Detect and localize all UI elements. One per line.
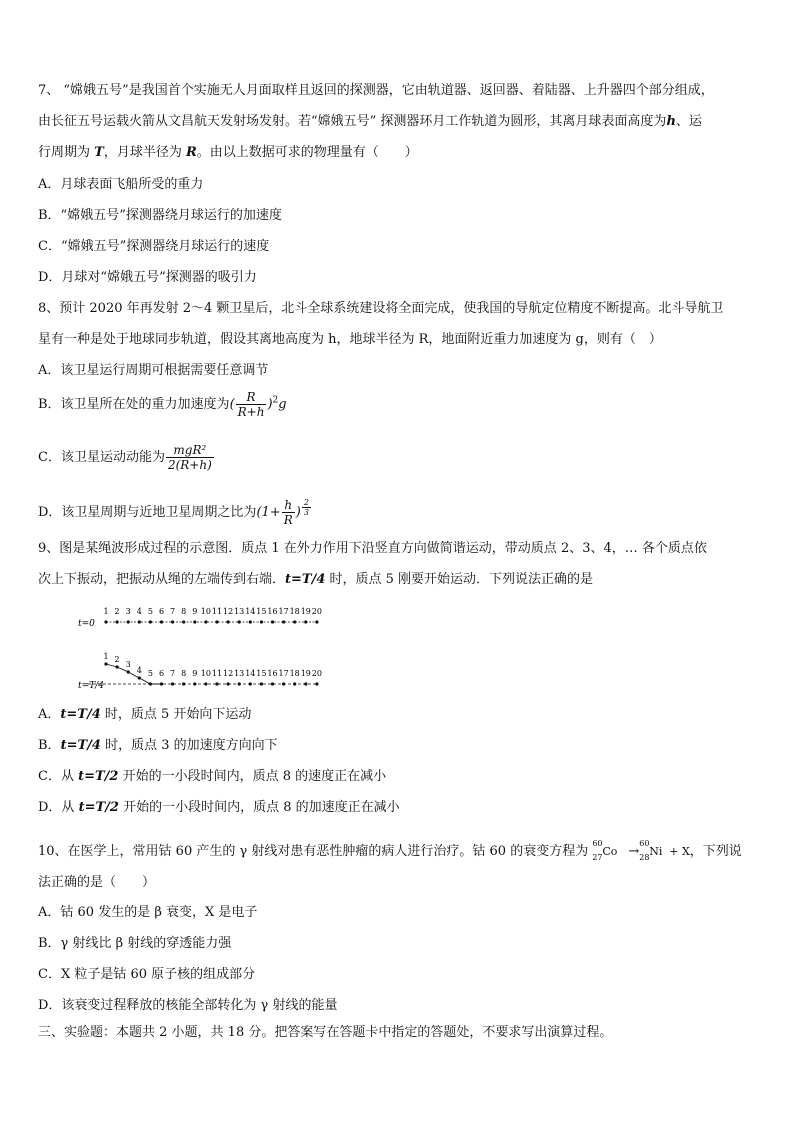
- rope-point: [227, 682, 230, 685]
- rope-point-label: 9: [192, 669, 198, 678]
- rope-point-label: 13: [234, 607, 245, 616]
- q8-option-a[interactable]: A．该卫星运行周期可根据需要任意调节: [38, 363, 269, 378]
- q9-option-a[interactable]: A．t=T/4 时，质点 5 开始向下运动: [38, 707, 252, 722]
- rope-point: [149, 620, 152, 623]
- rope-point: [171, 620, 174, 623]
- q8-option-c[interactable]: [38, 443, 215, 472]
- q7-line3-b: ，月球半径为: [103, 145, 186, 160]
- q8-option-b[interactable]: B．该卫星所在处的重力加速度为( $\frac{R}{R+h}$ )$^2$g: [38, 390, 287, 419]
- q8-line1: 8、预计 2020 年再发射 2～4 颗卫星后，北斗全球系统建设将全面完成，使我国的导航定位精度不断提高。北斗导航卫: [38, 301, 724, 316]
- rope-point-label: 13: [234, 669, 245, 678]
- q8-option-d[interactable]: D．该卫星周期与近地卫星周期之比为(1+ $\frac{h}{R}$ ) $\frac{2}{3}$: [38, 498, 309, 527]
- q7-line2: [38, 113, 702, 131]
- time-label-t0: t=0: [78, 619, 95, 629]
- rope-point-label: 8: [181, 669, 187, 678]
- q8-line2: 星有一种是处于地球同步轨道，假设其离地高度为 h，地球半径为 R，地面附近重力加速度为 g，则有（ ）: [38, 332, 662, 347]
- rope-point-label: 12: [223, 607, 234, 616]
- rope-point: [182, 620, 185, 623]
- rope-point: [227, 620, 230, 623]
- q7-line1: 7、 “嫦娥五号”是我国首个实施无人月面取样且返回的探测器，它由轨道器、返回器、着陆器、上升器四个部分组成，: [38, 83, 714, 98]
- rope-point-label: 16: [267, 669, 278, 678]
- rope-point-label: 7: [170, 669, 176, 678]
- rope-point: [193, 620, 196, 623]
- rope-row-t-quarter: [78, 652, 322, 690]
- q8-option-d-text: D．该卫星周期与近地卫星周期之比为: [38, 505, 257, 520]
- rope-point: [271, 682, 274, 685]
- rope-point: [282, 620, 285, 623]
- q9-line2: 次上下振动，把振动从绳的左端传到右端．t=T/4 时，质点 5 刚要开始运动．下列说法正确的是: [38, 572, 594, 587]
- rope-point: [293, 682, 296, 685]
- rope-point: [160, 682, 163, 685]
- q10-option-b[interactable]: B．γ 射线比 β 射线的穿透能力强: [38, 936, 232, 951]
- rope-point: [260, 620, 263, 623]
- rope-point-label: 6: [158, 607, 165, 616]
- q10-option-d[interactable]: D．该衰变过程释放的核能全部转化为 γ 射线的能量: [38, 998, 338, 1013]
- rope-point: [249, 620, 252, 623]
- rope-point: [304, 682, 307, 685]
- q10-option-c[interactable]: C．X 粒子是钴 60 原子核的组成部分: [38, 967, 256, 982]
- rope-point: [282, 682, 285, 685]
- rope-point: [171, 682, 174, 685]
- q9-line1: 9、图是某绳波形成过程的示意图．质点 1 在外力作用下沿竖直方向做简谐运动，带动质点 2、3、4，… 各个质点依: [38, 541, 707, 556]
- rope-point-label: 15: [256, 669, 267, 678]
- rope-point-label: 10: [200, 607, 211, 616]
- rope-point: [215, 620, 218, 623]
- rope-point: [238, 620, 241, 623]
- rope-point-label: 18: [289, 607, 300, 616]
- rope-point-label: 17: [278, 669, 289, 678]
- rope-point-label: 12: [223, 669, 234, 678]
- q7-option-a[interactable]: A．月球表面飞船所受的重力: [38, 177, 204, 192]
- rope-point-label: 19: [300, 669, 311, 678]
- q7-line3-a: 行周期为: [38, 145, 95, 160]
- rope-point-label: 1: [103, 607, 109, 616]
- rope-point: [271, 620, 274, 623]
- rope-point-label: 14: [245, 607, 256, 616]
- rope-point-label: 16: [267, 607, 278, 616]
- q8-d-fraction: $\frac{h}{R}$: [283, 498, 293, 527]
- rope-point-label: 10: [200, 669, 211, 678]
- rope-point-label: 6: [158, 669, 165, 678]
- rope-point-label: 11: [211, 669, 223, 678]
- q8-option-b-text: B．该卫星所在处的重力加速度为: [38, 397, 230, 412]
- rope-wave-figure: [78, 602, 338, 690]
- q8-c-fraction: $\frac{\text{mgR²}}{2(R+h)}$: [167, 443, 212, 472]
- rope-point: [160, 620, 163, 623]
- q7-var-T: T: [94, 145, 104, 160]
- rope-point-label: 3: [125, 607, 131, 616]
- rope-point: [104, 620, 107, 623]
- rope-point-label: 20: [311, 607, 322, 616]
- rope-point-label: 9: [192, 607, 198, 616]
- rope-point-label: 4: [136, 666, 142, 675]
- rope-point-label: 15: [256, 607, 267, 616]
- q7-line3-c: 。由以上数据可求的物理量有（ ）: [196, 145, 418, 160]
- rope-point: [127, 670, 130, 673]
- rope-point: [249, 682, 252, 685]
- q7-line2-end: 、运: [675, 114, 702, 129]
- q7-option-c[interactable]: C．“嫦娥五号”探测器绕月球运行的速度: [38, 239, 270, 254]
- rope-point: [138, 620, 141, 623]
- section-3-heading: 三、实验题：本题共 2 小题，共 18 分。把答案写在答题卡中指定的答题处，不要求写出演算过程。: [38, 1025, 613, 1040]
- rope-point-label: 17: [278, 607, 289, 616]
- rope-point-label: 3: [125, 660, 131, 669]
- rope-row-t0: [78, 607, 322, 629]
- q7-var-R: R: [185, 145, 197, 160]
- rope-point-label: 1: [103, 652, 109, 661]
- q9-option-d[interactable]: D．从 t=T/2 开始的一小段时间内，质点 8 的加速度正在减小: [38, 800, 400, 815]
- rope-point: [104, 662, 107, 665]
- rope-point: [315, 620, 318, 623]
- q7-option-b[interactable]: B．“嫦娥五号”探测器绕月球运行的加速度: [38, 208, 282, 223]
- rope-point-label: 7: [170, 607, 176, 616]
- rope-point-label: 2: [114, 655, 120, 664]
- rope-point: [182, 682, 185, 685]
- rope-point-label: 19: [300, 607, 311, 616]
- rope-point-label: 5: [147, 669, 153, 678]
- rope-point: [293, 620, 296, 623]
- q8-option-c-text: C．该卫星运动动能为: [38, 450, 165, 465]
- time-label-t-quarter: t=T/4: [78, 681, 104, 690]
- rope-point-label: 2: [114, 607, 120, 616]
- rope-point: [315, 682, 318, 685]
- q10-decay-equation: 60 27 Co: [592, 839, 618, 862]
- rope-point-label: 4: [136, 607, 142, 616]
- q10-option-a[interactable]: A．钴 60 发生的是 β 衰变，X 是电子: [38, 905, 258, 920]
- rope-point: [238, 682, 241, 685]
- rope-point: [127, 620, 130, 623]
- q8-b-fraction: $\frac{R}{R+h}$: [237, 390, 265, 419]
- rope-point-label: 20: [311, 669, 322, 678]
- rope-point: [116, 665, 119, 668]
- q7-option-d[interactable]: D．月球对“嫦娥五号”探测器的吸引力: [38, 270, 257, 285]
- q7-var-h: h: [666, 114, 676, 129]
- q7-line3: [38, 144, 418, 162]
- q10-line2: 法正确的是（ ）: [38, 875, 156, 890]
- rope-point: [149, 682, 152, 685]
- rope-point-label: 14: [245, 669, 256, 678]
- rope-point: [204, 620, 207, 623]
- rope-point: [204, 682, 207, 685]
- q7-line2-text: 由长征五号运载火箭从文昌航天发射场发射。若“嫦娥五号” 探测器环月工作轨道为圆形，其离月球表面高度为: [38, 114, 667, 129]
- rope-point-label: 8: [181, 607, 187, 616]
- rope-point: [304, 620, 307, 623]
- rope-point: [215, 682, 218, 685]
- q10-line1: 10、在医学上，常用钴 60 产生的 γ 射线对患有恶性肿瘤的病人进行治疗。钴 60 的衰变方程为 60 27 Co → 60 28 Ni + X，下列说: [38, 839, 742, 862]
- q9-option-b[interactable]: B．t=T/4 时，质点 3 的加速度方向向下: [38, 738, 278, 753]
- q8-d-exponent: $\frac{2}{3}$: [303, 498, 309, 517]
- rope-point-label: 18: [289, 669, 300, 678]
- rope-point-label: 11: [211, 607, 223, 616]
- q9-option-c[interactable]: C．从 t=T/2 开始的一小段时间内，质点 8 的速度正在减小: [38, 769, 387, 784]
- rope-point: [260, 682, 263, 685]
- rope-point-label: 5: [147, 607, 153, 616]
- rope-point: [116, 620, 119, 623]
- rope-point: [193, 682, 196, 685]
- rope-point: [138, 676, 141, 679]
